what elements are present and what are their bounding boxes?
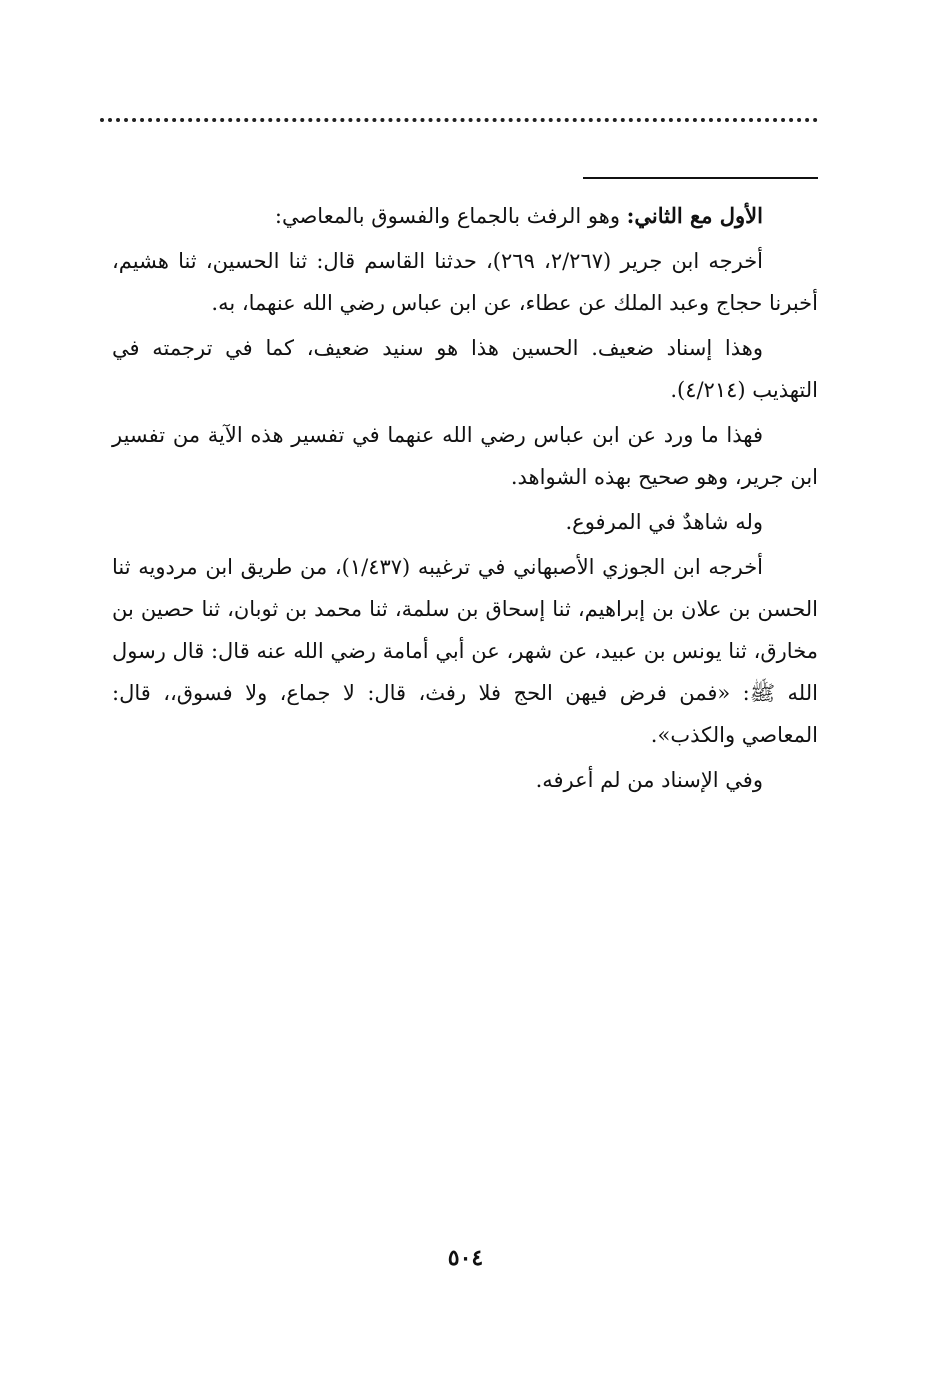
paragraph-text: وهذا إسناد ضعيف. الحسين هذا هو سنيد ضعيف، كما في ترجمته في التهذيب (٤/٢١٤). (112, 336, 818, 402)
paragraph-3 (112, 327, 818, 411)
paragraph-6 (112, 546, 818, 756)
paragraph-5 (112, 501, 818, 543)
paragraph-text: وهو الرفث بالجماع والفسوق بالمعاصي: (274, 204, 627, 228)
paragraph-4 (112, 414, 818, 498)
section-rule (583, 177, 818, 179)
paragraph-text: أخرجه ابن جرير (٢/٢٦٧، ٢٦٩)، حدثنا القاسم قال: ثنا الحسين، ثنا هشيم، أخبرنا حجاج وعبد الملك عن عطاء، عن ابن عباس رضي الله عنهما، به. (112, 249, 818, 315)
paragraph-text: وله شاهدٌ في المرفوع. (565, 510, 763, 534)
dotted-separator (100, 118, 818, 122)
body-text (112, 195, 818, 804)
paragraph-text: وفي الإسناد من لم أعرفه. (535, 768, 763, 792)
page-number: ٥٠٤ (447, 1245, 484, 1271)
paragraph-text: أخرجه ابن الجوزي الأصبهاني في ترغيبه (١/٤٣٧)، من طريق ابن مردويه ثنا الحسن بن علان بن إبراهيم، ثنا إسحاق بن سلمة، ثنا محمد بن ثوبان، ثنا حصين بن مخارق، ثنا يونس بن عبيد، عن شهر، عن أبي أمامة رضي الله عنه قال: قال رسول الله ﷺ: «فمن فرض فيهن الحج فلا رفث، قال: لا جماع، ولا فسوق،، قال: المعاصي والكذب». (112, 555, 818, 747)
paragraph-7 (112, 759, 818, 801)
paragraph-lead: الأول مع الثاني: (626, 203, 763, 228)
paragraph-1 (112, 195, 818, 237)
paragraph-2 (112, 240, 818, 324)
paragraph-text: فهذا ما ورد عن ابن عباس رضي الله عنهما في تفسير هذه الآية من تفسير ابن جرير، وهو صحيح بهذه الشواهد. (112, 423, 818, 489)
